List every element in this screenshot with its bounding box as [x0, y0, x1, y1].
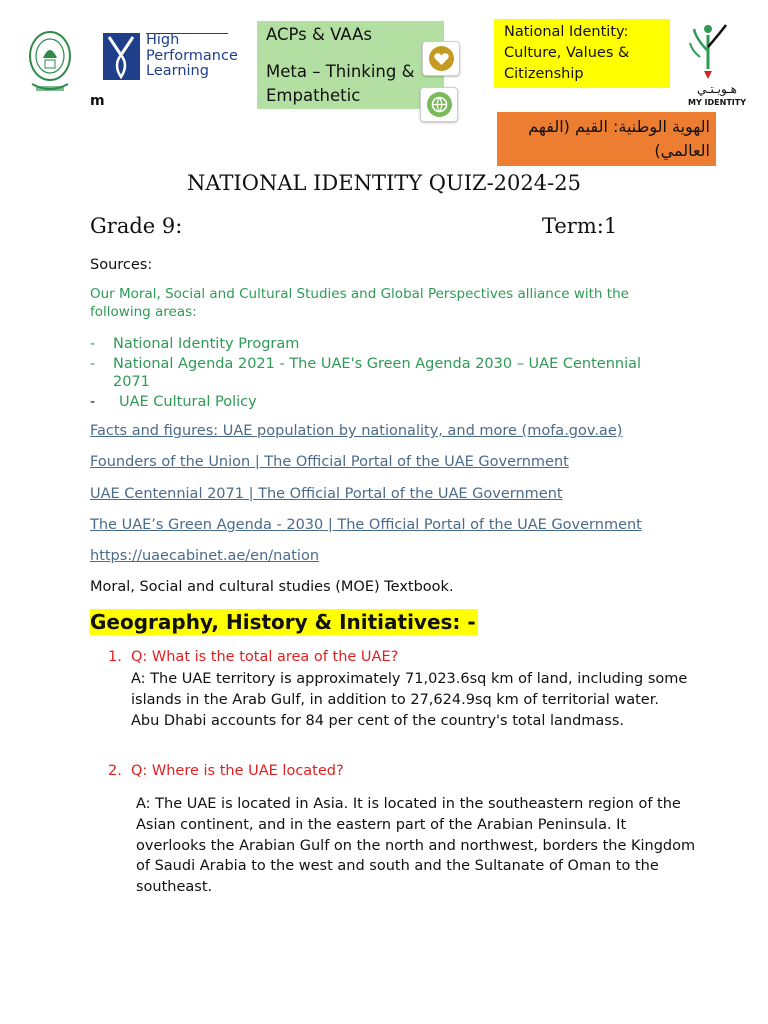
question-number: 2. — [108, 763, 122, 779]
heart-badge-icon — [422, 41, 460, 76]
area-item-label: UAE Cultural Policy — [119, 394, 257, 410]
hpl-logo-mark — [103, 33, 140, 80]
arabic-values-label: الهوية الوطنية: القيم (الفهم العالمي) — [528, 117, 710, 160]
my-identity-logo-arabic: هـويـتـي — [696, 82, 738, 96]
bullet-dash: - — [90, 394, 96, 410]
source-link-green-agenda[interactable]: The UAE’s Green Agenda - 2030 | The Official Portal of the UAE Government — [90, 517, 642, 533]
source-link-mofa[interactable]: Facts and figures: UAE population by nationality, and more (mofa.gov.ae) — [90, 423, 623, 439]
globe-icon — [427, 92, 452, 117]
hpl-logo-line: High — [146, 32, 180, 48]
stray-letter: m — [90, 93, 105, 109]
question-text: Q: Where is the UAE located? — [131, 763, 344, 779]
answer-text: A: The UAE is located in Asia. It is located in the southeastern region of the Asian continent, and in the eastern part of the Arabian Peninsula. It overlooks the Arabian Gulf on the north and northwest, borders the Kingdom of Saudi Arabia to the west and south and the Sultanate of Oman to the southeast. — [136, 796, 696, 896]
question-text: Q: What is the total area of the UAE? — [131, 649, 399, 665]
my-identity-logo — [686, 21, 748, 109]
source-link-cabinet[interactable]: https://uaecabinet.ae/en/nation — [90, 548, 320, 564]
sources-label: Sources: — [90, 257, 153, 273]
alliance-text: Our Moral, Social and Cultural Studies and Global Perspectives alliance with the following areas: — [90, 286, 629, 320]
bullet-dash: - — [90, 336, 96, 352]
question-number: 1. — [108, 649, 122, 665]
bullet-dash: - — [90, 356, 96, 372]
area-item-label: National Agenda 2021 - The UAE's Green Agenda 2030 – UAE Centennial 2071 — [113, 356, 642, 390]
hpl-logo-line: Performance — [146, 47, 238, 64]
term-label: Term:1 — [542, 214, 618, 238]
national-identity-label: National Identity: Culture, Values & Citizenship — [504, 24, 630, 82]
school-crest-logo — [26, 28, 74, 96]
source-link-centennial[interactable]: UAE Centennial 2071 | The Official Portal of the UAE Government — [90, 486, 563, 502]
hpl-logo-text — [146, 33, 238, 80]
hpl-logo-line: Learning — [146, 63, 209, 79]
answer-text: A: The UAE territory is approximately 71,023.6sq km of land, including some islands in the Arab Gulf, in addition to 27,624.9sq km of territorial water. Abu Dhabi accounts for 84 per cent of the country's total landmass. — [131, 671, 688, 729]
textbook-source: Moral, Social and cultural studies (MOE) Textbook. — [90, 579, 454, 595]
page-title: NATIONAL IDENTITY QUIZ-2024-25 — [187, 171, 581, 195]
acp-subtitle: Meta – Thinking & Empathetic — [266, 62, 415, 105]
grade-label: Grade 9: — [90, 214, 183, 238]
acp-title: ACPs & VAAs — [266, 25, 372, 44]
hpl-logo — [103, 32, 238, 81]
source-link-founders[interactable]: Founders of the Union | The Official Portal of the UAE Government — [90, 454, 569, 470]
my-identity-logo-text: MY IDENTITY — [688, 98, 746, 107]
section-heading: Geography, History & Initiatives: - — [90, 610, 476, 634]
heart-icon — [429, 46, 454, 71]
globe-badge-icon — [420, 87, 458, 122]
area-item-label: National Identity Program — [113, 336, 300, 352]
